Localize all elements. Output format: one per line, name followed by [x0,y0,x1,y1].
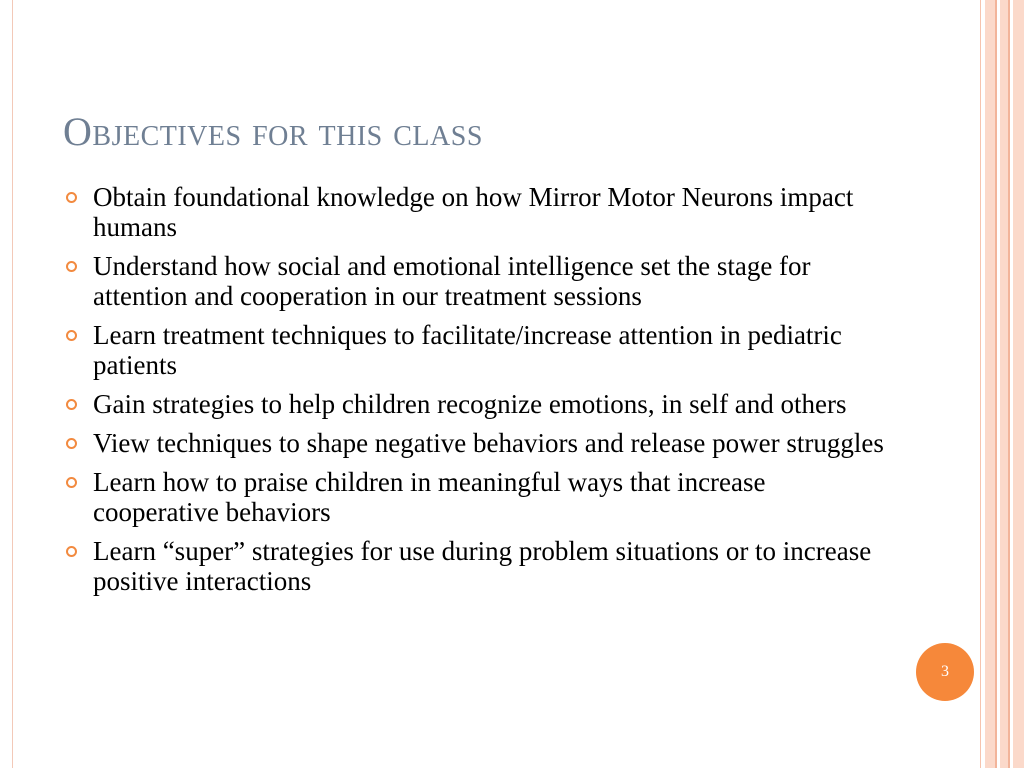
ring-bullet-icon [66,192,77,203]
page-number-badge: 3 [916,643,974,701]
list-item [64,182,884,242]
list-item [64,251,884,311]
bullet-text: Gain strategies to help children recognize emotions, in self and others [93,389,847,419]
bullet-text: Obtain foundational knowledge on how Mirror Motor Neurons impact humans [93,182,854,242]
slide-title: Objectives for this class [63,109,483,154]
ring-bullet-icon [66,438,77,449]
ring-bullet-icon [66,477,77,488]
ring-bullet-icon [66,330,77,341]
bullet-text: Learn treatment techniques to facilitate/increase attention in pediatric patients [93,320,842,380]
list-item [64,467,884,527]
list-item [64,320,884,380]
ring-bullet-icon [66,546,77,557]
bullet-text: Learn “super” strategies for use during problem situations or to increase positive interactions [93,536,872,596]
bullet-text: Understand how social and emotional intelligence set the stage for attention and cooperation in our treatment sessions [93,251,811,311]
ring-bullet-icon [66,261,77,272]
list-item [64,389,884,419]
bullet-text: Learn how to praise children in meaningful ways that increase cooperative behaviors [93,467,766,527]
right-decorative-stripes [980,0,1024,768]
bullet-text: View techniques to shape negative behaviors and release power struggles [93,428,884,458]
list-item [64,536,884,596]
ring-bullet-icon [66,399,77,410]
left-border-line [12,0,13,768]
list-item [64,428,884,458]
objectives-list [64,182,884,605]
